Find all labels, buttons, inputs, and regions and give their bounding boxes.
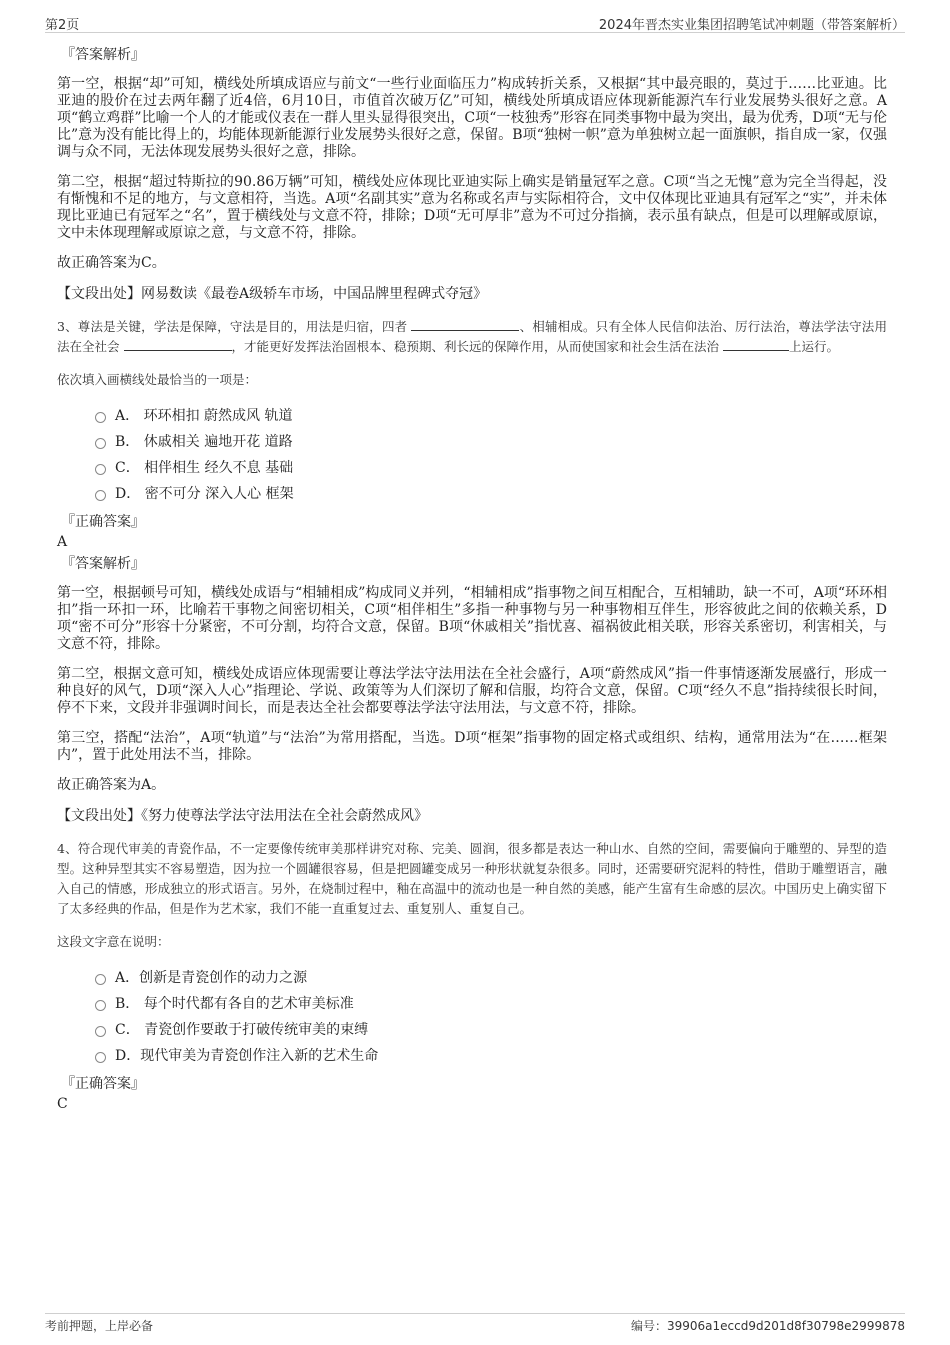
option-b[interactable]: B． 每个时代都有各自的艺术审美标准 (95, 991, 887, 1017)
answer-heading: 『正确答案』 (61, 1076, 145, 1092)
fill-blank (723, 338, 789, 351)
answer-conclusion: 故正确答案为A。 (57, 777, 166, 793)
correct-answer: C (57, 1096, 68, 1112)
analysis-paragraph: 第二空，根据文意可知，横线处成语应体现需要让尊法学法守法用法在全社会盛行，A项“蔚然成风”指一件事情逐渐发展盛行，形成一种良好的风气，D项“深入人心”指理论、学说、政策等为人们深切了解和信服，均符合文意，保留。C项“经久不息”指持续很长时间，停不下来，文段并非强调时间长，而是表达全社会都要尊法学法守法用法，与文意不符，排除。 (57, 666, 887, 716)
option-d[interactable]: D． 密不可分 深入人心 框架 (95, 481, 887, 507)
answer-heading: 『正确答案』 (61, 514, 145, 530)
radio-icon[interactable] (95, 464, 106, 475)
option-list (95, 965, 887, 1069)
page-number: 第2页 (45, 18, 80, 33)
radio-icon[interactable] (95, 974, 106, 985)
question-stem: 4、符合现代审美的青瓷作品，不一定要像传统审美那样讲究对称、完美、圆润，很多都是表达一种山水、自然的空间，需要偏向于雕塑的、异型的造型。这种异型其实不容易塑造，因为拉一个圆罐很容易，但是把圆罐变成另一种形状就复杂很多。同时，还需要研究泥料的特性，借助于雕塑语言，融入自己的情感，形成独立的形式语言。另外，在烧制过程中，釉在高温中的流动也是一种自然的美感，能产生富有生命感的层次。中国历史上确实留下了太多经典的作品，但是作为艺术家，我们不能一直重复过去、重复别人、重复自己。 (57, 841, 887, 916)
radio-icon[interactable] (95, 1052, 106, 1063)
fill-blank (411, 318, 519, 331)
radio-icon[interactable] (95, 412, 106, 423)
question-prompt: 依次填入画横线处最恰当的一项是： (57, 372, 258, 387)
page-footer (45, 1313, 905, 1336)
radio-icon[interactable] (95, 1026, 106, 1037)
document-title: 2024年晋杰实业集团招聘笔试冲刺题（带答案解析） (598, 18, 905, 33)
answer-conclusion: 故正确答案为C。 (57, 255, 166, 271)
radio-icon[interactable] (95, 1000, 106, 1011)
option-c[interactable]: C． 相伴相生 经久不息 基础 (95, 455, 887, 481)
correct-answer: A (57, 534, 68, 550)
option-a[interactable]: A．创新是青瓷创作的动力之源 (95, 965, 887, 991)
option-d[interactable]: D．现代审美为青瓷创作注入新的艺术生命 (95, 1043, 887, 1069)
analysis-heading: 『答案解析』 (61, 47, 145, 63)
source-citation: 【文段出处】网易数读《最卷A级轿车市场，中国品牌里程碑式夺冠》 (57, 286, 488, 302)
analysis-paragraph: 第一空，根据顿号可知，横线处成语与“相辅相成”构成同义并列，“相辅相成”指事物之间互相配合，互相辅助，缺一不可，A项“环环相扣”指一环扣一环，比喻若干事物之间密切相关，C项“相伴相生”多指一种事物与另一种事物相互伴生，形容彼此之间的依赖关系，D项“密不可分”形容十分紧密，不可分割，均符合文意，保留。B项“休戚相关”指忧喜、福祸彼此相关联，形容关系密切，利害相关，与文意不符，排除。 (57, 585, 887, 652)
analysis-paragraph: 第一空，根据“却”可知，横线处所填成语应与前文“一些行业面临压力”构成转折关系，又根据“其中最亮眼的，莫过于……比亚迪。比亚迪的股价在过去两年翻了近4倍，6月10日，市值首次破万亿”可知，横线处所填成语应体现新能源汽车行业发展势头很好之意。A项“鹤立鸡群”比喻一个人的才能或仪表在一群人里头显得很突出，C项“一枝独秀”形容在同类事物中最为突出，最为优秀，D项“无与伦比”意为没有能比得上的，均能体现新能源行业发展势头很好之意，保留。B项“独树一帜”意为单独树立起一面旗帜，指自成一家，仅强调与众不同，无法体现发展势头很好之意，排除。 (57, 76, 887, 160)
analysis-heading: 『答案解析』 (61, 556, 145, 572)
radio-icon[interactable] (95, 490, 106, 501)
option-c[interactable]: C． 青瓷创作要敢于打破传统审美的束缚 (95, 1017, 887, 1043)
page-header (45, 10, 905, 33)
fill-blank (124, 338, 232, 351)
question-prompt: 这段文字意在说明： (57, 934, 170, 949)
page-content (57, 46, 887, 1117)
document-code: 编号：39906a1eccd9d201d8f30798e2999878 (631, 1319, 905, 1333)
radio-icon[interactable] (95, 438, 106, 449)
source-citation: 【文段出处】《努力使尊法学法守法用法在全社会蔚然成风》 (57, 808, 428, 824)
analysis-paragraph: 第三空，搭配“法治”，A项“轨道”与“法治”为常用搭配，当选。D项“框架”指事物的固定格式或组织、结构，通常用法为“在……框架内”，置于此处用法不当，排除。 (57, 730, 887, 763)
option-a[interactable]: A． 环环相扣 蔚然成风 轨道 (95, 403, 887, 429)
analysis-paragraph: 第二空，根据“超过特斯拉的90.86万辆”可知，横线处应体现比亚迪实际上确实是销量冠军之意。C项“当之无愧”意为完全当得起，没有惭愧和不足的地方，与文意相符，当选。A项“名副其实”意为名称或名声与实际相符合，文中仅体现比亚迪具有冠军之“实”，并未体现比亚迪已有冠军之“名”，置于横线处与文意不符，排除；D项“无可厚非”意为不可过分指摘，表示虽有缺点，但是可以理解或原谅，文中未体现理解或原谅之意，与文意不符，排除。 (57, 174, 887, 241)
footer-slogan: 考前押题，上岸必备 (45, 1319, 154, 1333)
question-stem: 3、尊法是关键，学法是保障，守法是目的，用法是归宿，四者 、相辅相成。只有全体人民信仰法治、厉行法治，尊法学法守法用法在全社会 ，才能更好发挥法治固根本、稳预期、利长远的保障作用，从而使国家和社会生活在法治 上运行。 (57, 319, 887, 354)
option-b[interactable]: B． 休戚相关 遍地开花 道路 (95, 429, 887, 455)
option-list (95, 403, 887, 507)
